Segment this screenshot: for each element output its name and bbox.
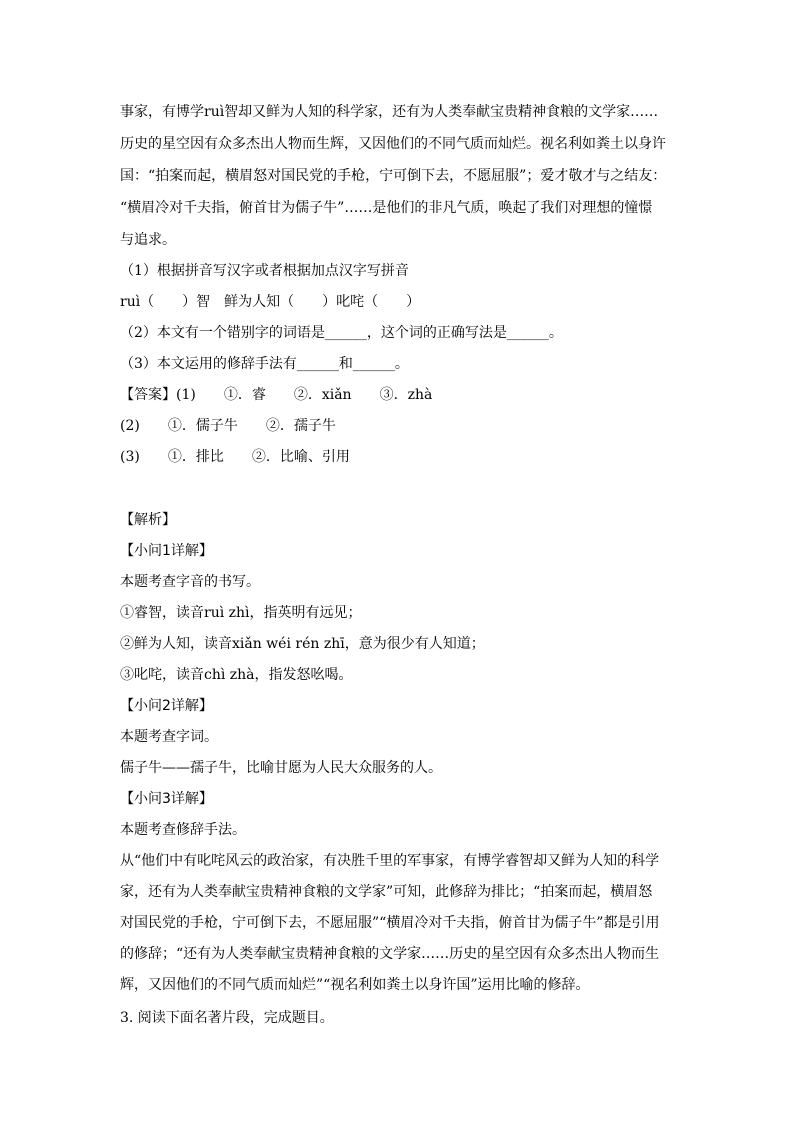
analysis-line: ③叱咤，读音chì zhà，指发怒吆喝。	[120, 667, 353, 683]
passage-line: “横眉冷对千夫指，俯首甘为儒子牛”……是他们的非凡气质，唤起了我们对理想的憧憬	[120, 200, 653, 216]
analysis-line: 对国民党的手枪，宁可倒下去，不愿屈服”“横眉冷对千夫指，俯首甘为儒子牛”都是引用	[120, 915, 660, 931]
answer-line-1: 【答案】(1) ①．睿 ②．xiǎn ③．zhà	[120, 387, 433, 403]
question-3: （3）本文运用的修辞手法有______和______。	[120, 356, 409, 372]
passage-line: 与追求。	[120, 232, 176, 248]
analysis-line: 本题考查字词。	[120, 729, 218, 745]
passage-line: 事家，有博学ruì智却又鲜为人知的科学家，还有为人类奉献宝贵精神食粮的文学家……	[120, 104, 659, 120]
analysis-line: 辉，又因他们的不同气质而灿烂”“视名利如粪土以身许国”运用比喻的修辞。	[120, 977, 590, 993]
answer-line-2: (2) ①．儒子牛 ②．孺子牛	[120, 418, 336, 434]
analysis-line: ②鲜为人知，读音xiǎn wéi rén zhī，意为很少有人知道；	[120, 636, 485, 652]
analysis-line: 本题考查修辞手法。	[120, 822, 246, 838]
analysis-title: 【解析】	[120, 512, 176, 528]
answer-line-3: (3) ①．排比 ②．比喻、引用	[120, 449, 350, 465]
question-2: （2）本文有一个错别字的词语是______，这个词的正确写法是______。	[120, 325, 563, 341]
analysis-line: 儒子牛——孺子牛，比喻甘愿为人民大众服务的人。	[120, 760, 442, 776]
question-1-items: ruì（ ）智 鲜为人知（ ）叱咤（ ）	[120, 294, 421, 310]
sub-question-1-title: 【小问1详解】	[120, 543, 213, 559]
analysis-line: 从“他们中有叱咤风云的政治家，有决胜千里的军事家，有博学睿智却又鲜为人知的科学	[120, 853, 660, 869]
question-1: （1）根据拼音写汉字或者根据加点汉字写拼音	[120, 263, 409, 279]
sub-question-3-title: 【小问3详解】	[120, 791, 213, 807]
passage-line: 历史的星空因有众多杰出人物而生辉，又因他们的不同气质而灿烂。视名利如粪土以身许	[120, 136, 666, 152]
analysis-line: 的修辞；“还有为人类奉献宝贵精神食粮的文学家……历史的星空因有众多杰出人物而生	[120, 946, 660, 962]
analysis-line: ①睿智，读音ruì zhì，指英明有远见；	[120, 605, 362, 621]
sub-question-2-title: 【小问2详解】	[120, 698, 213, 714]
analysis-line: 家，还有为人类奉献宝贵精神食粮的文学家”可知，此修辞为排比；“拍案而起，横眉怒	[120, 884, 653, 900]
analysis-line: 本题考查字音的书写。	[120, 574, 260, 590]
next-question: 3. 阅读下面名著片段，完成题目。	[120, 1010, 334, 1026]
passage-line: 国：“拍案而起，横眉怒对国民党的手枪，宁可倒下去，不愿屈服”；爱才敬才与之结友：	[120, 168, 667, 184]
